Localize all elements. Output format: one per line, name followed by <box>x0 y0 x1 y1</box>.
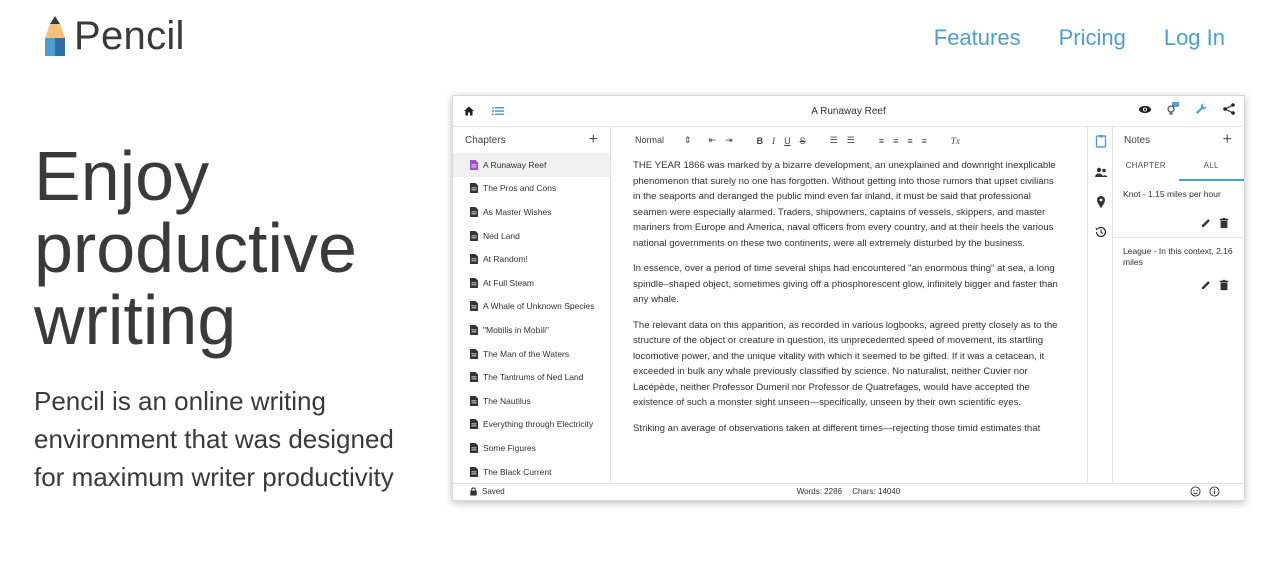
document-icon <box>470 207 478 217</box>
chapter-item[interactable] <box>453 389 610 413</box>
notes-heading: Notes <box>1124 134 1151 146</box>
paragraph-style-select[interactable]: Normal ⇕ <box>635 135 692 145</box>
pencil-logo-icon <box>44 16 66 58</box>
chapter-item[interactable] <box>453 295 610 319</box>
document-icon <box>470 443 478 453</box>
side-tool-strip <box>1087 127 1113 483</box>
chapter-item[interactable] <box>453 153 610 177</box>
nav-features-link[interactable]: Features <box>933 25 1021 50</box>
align-right-icon[interactable]: ≡ <box>907 135 913 146</box>
chapter-list <box>453 153 610 483</box>
paragraph-style-label: Normal <box>635 135 665 145</box>
bullet-list-icon[interactable]: ☰ <box>846 135 855 145</box>
trash-icon[interactable] <box>1218 217 1230 229</box>
format-toolbar <box>611 127 1087 154</box>
people-icon[interactable] <box>1094 165 1108 179</box>
hero-title-line: Enjoy <box>34 137 210 215</box>
chapter-label: A Runaway Reef <box>483 159 547 170</box>
notes-panel <box>1113 127 1244 483</box>
eye-icon[interactable] <box>1138 102 1152 116</box>
outdent-icon[interactable]: ⇤ <box>708 135 717 145</box>
wrench-icon[interactable] <box>1194 102 1208 116</box>
chapter-label: At Random! <box>483 254 528 265</box>
notes-header <box>1113 127 1244 153</box>
topbar-actions <box>1138 102 1236 116</box>
document-icon <box>470 396 478 406</box>
chapter-label: The Pros and Cons <box>483 183 557 194</box>
chapters-panel <box>453 127 611 483</box>
info-icon[interactable] <box>1209 486 1220 497</box>
document-icon <box>470 231 478 241</box>
hero-title-line: productive <box>34 209 357 287</box>
document-icon <box>470 183 478 193</box>
align-left-icon[interactable]: ≡ <box>878 135 885 146</box>
document-icon <box>470 301 478 311</box>
nav-pricing-link[interactable]: Pricing <box>1058 25 1126 50</box>
note-actions <box>1200 279 1230 291</box>
top-nav <box>934 25 1225 51</box>
note-item[interactable] <box>1113 181 1244 237</box>
document-icon <box>470 254 478 264</box>
share-icon[interactable] <box>1222 102 1236 116</box>
chapter-label: As Master Wishes <box>483 206 552 217</box>
brand-name: Pencil <box>74 14 185 58</box>
chapter-item[interactable] <box>453 200 610 224</box>
align-justify-icon[interactable]: ≡ <box>921 135 927 146</box>
tab-all[interactable]: ALL <box>1179 153 1245 181</box>
app-topbar <box>453 96 1244 127</box>
history-icon[interactable] <box>1094 225 1108 239</box>
document-icon <box>470 467 478 477</box>
chapter-label: A Whale of Unknown Species <box>483 301 595 312</box>
clipboard-icon[interactable] <box>1094 134 1108 148</box>
bold-button[interactable]: B <box>756 135 764 146</box>
underline-button[interactable]: U <box>784 135 791 146</box>
editor-text[interactable] <box>611 154 1087 436</box>
edit-pencil-icon[interactable] <box>1200 217 1212 229</box>
app-preview-window <box>452 95 1245 501</box>
editor-pane <box>611 127 1087 483</box>
indent-icon[interactable]: ⇥ <box>725 135 733 145</box>
save-status-label: Saved <box>482 487 505 496</box>
chapter-label: Everything through Electricity <box>483 419 594 430</box>
add-chapter-icon[interactable]: + <box>588 131 598 148</box>
chapter-label: The Black Current <box>483 466 552 477</box>
paragraph: In essence, over a period of time several ships had encountered "an enormous thing" at sea, a long spindle–shaped object, sometimes giving off a phosphorescent glow, infinitely bigger and faster than any whale. <box>633 263 1058 305</box>
chapter-item[interactable] <box>453 342 610 366</box>
hero-title-line: writing <box>34 281 237 359</box>
paragraph: The relevant data on this apparition, as recorded in various logbooks, agreed pretty closely as to the structure of the object or creature in question, its unprecedented speed of movement, its startling locomotive power, and the unique vitality with which it seemed to be gifted. If it was a cetacean, it exceeded in bulk any whale previously classified by science. No naturalist, neither Cuvier nor Lacépède, neither Professor Dumeril nor Professor de Quatrefages, would have accepted the existence of such a monster sight unseen—specifically, unseen by their own scientific eyes. <box>633 319 1058 408</box>
chapter-item[interactable] <box>453 413 610 437</box>
note-actions <box>1200 217 1230 229</box>
chapters-header <box>453 127 610 153</box>
paragraph: Striking an average of observations taken at different times—rejecting those timid estimates that <box>633 422 1041 434</box>
location-pin-icon[interactable] <box>1094 195 1108 209</box>
note-text: Knot - 1.15 miles per hour <box>1123 189 1221 199</box>
notes-tabs <box>1113 153 1244 181</box>
strikethrough-button[interactable]: S <box>799 135 806 146</box>
chars-count: Chars: 14040 <box>852 487 901 496</box>
note-item[interactable] <box>1113 237 1244 299</box>
document-icon <box>470 160 478 170</box>
chapter-label: The Tantrums of Ned Land <box>483 372 584 383</box>
document-icon <box>470 372 478 382</box>
hero-subtitle: Pencil is an online writing environment that was designed for maximum writer productivity <box>34 386 394 492</box>
chapter-item[interactable] <box>453 177 610 201</box>
pencil-logo[interactable] <box>44 14 185 59</box>
document-icon <box>470 325 478 335</box>
status-icons <box>1190 486 1220 497</box>
document-icon <box>470 278 478 288</box>
align-center-icon[interactable]: ≡ <box>893 135 899 146</box>
chapter-item[interactable] <box>453 365 610 389</box>
chapter-label: Ned Land <box>483 230 520 241</box>
tab-chapter[interactable]: CHAPTER <box>1125 161 1166 170</box>
document-icon <box>470 419 478 429</box>
chapter-label: At Full Steam <box>483 277 535 288</box>
paragraph: THE YEAR 1866 was marked by a bizarre development, an unexplained and downright inexplicable phenomenon that surely no one has forgotten. Without getting into those rumors that upset civilians in the seaports and deranged the public mind even far inland, it must be said that professional seamen were especially alarmed. Traders, shipowners, captains of vessels, skippers, and master mariners from Europe and America, naval officers from every country, and at their heels the various national governments on these two continents, were all extremely disturbed by the business. <box>633 160 1056 249</box>
chapter-label: "Mobilis in Mobili" <box>483 324 550 335</box>
chapter-item[interactable] <box>453 271 610 295</box>
trash-icon[interactable] <box>1218 279 1230 291</box>
words-count: Words: 2286 <box>796 487 842 496</box>
edit-pencil-icon[interactable] <box>1200 279 1212 291</box>
hero-title <box>34 137 434 359</box>
note-text: League - In this context, 2.16 miles <box>1123 246 1233 267</box>
chapter-label: Some Figures <box>483 442 536 453</box>
chapter-item[interactable] <box>453 318 610 342</box>
smiley-icon[interactable] <box>1190 486 1201 497</box>
chapter-label: The Nautilus <box>483 395 531 406</box>
chapter-item[interactable] <box>453 460 610 483</box>
chapter-item[interactable] <box>453 247 610 271</box>
chapter-item[interactable] <box>453 224 610 248</box>
chapters-heading: Chapters <box>465 134 506 146</box>
add-note-icon[interactable]: + <box>1222 131 1232 148</box>
document-title: A Runaway Reef <box>811 106 886 117</box>
status-bar <box>453 483 1244 500</box>
ordered-list-icon[interactable]: ☰ <box>829 135 838 145</box>
comment-bulb-icon[interactable] <box>1166 102 1180 116</box>
chapter-label: The Man of the Waters <box>483 348 570 359</box>
chapter-item[interactable] <box>453 436 610 460</box>
document-icon <box>470 349 478 359</box>
nav-login-link[interactable]: Log In <box>1163 25 1225 50</box>
italic-button[interactable]: I <box>772 135 776 146</box>
word-count <box>453 487 1244 496</box>
clear-format-button[interactable]: Tx <box>950 135 960 146</box>
